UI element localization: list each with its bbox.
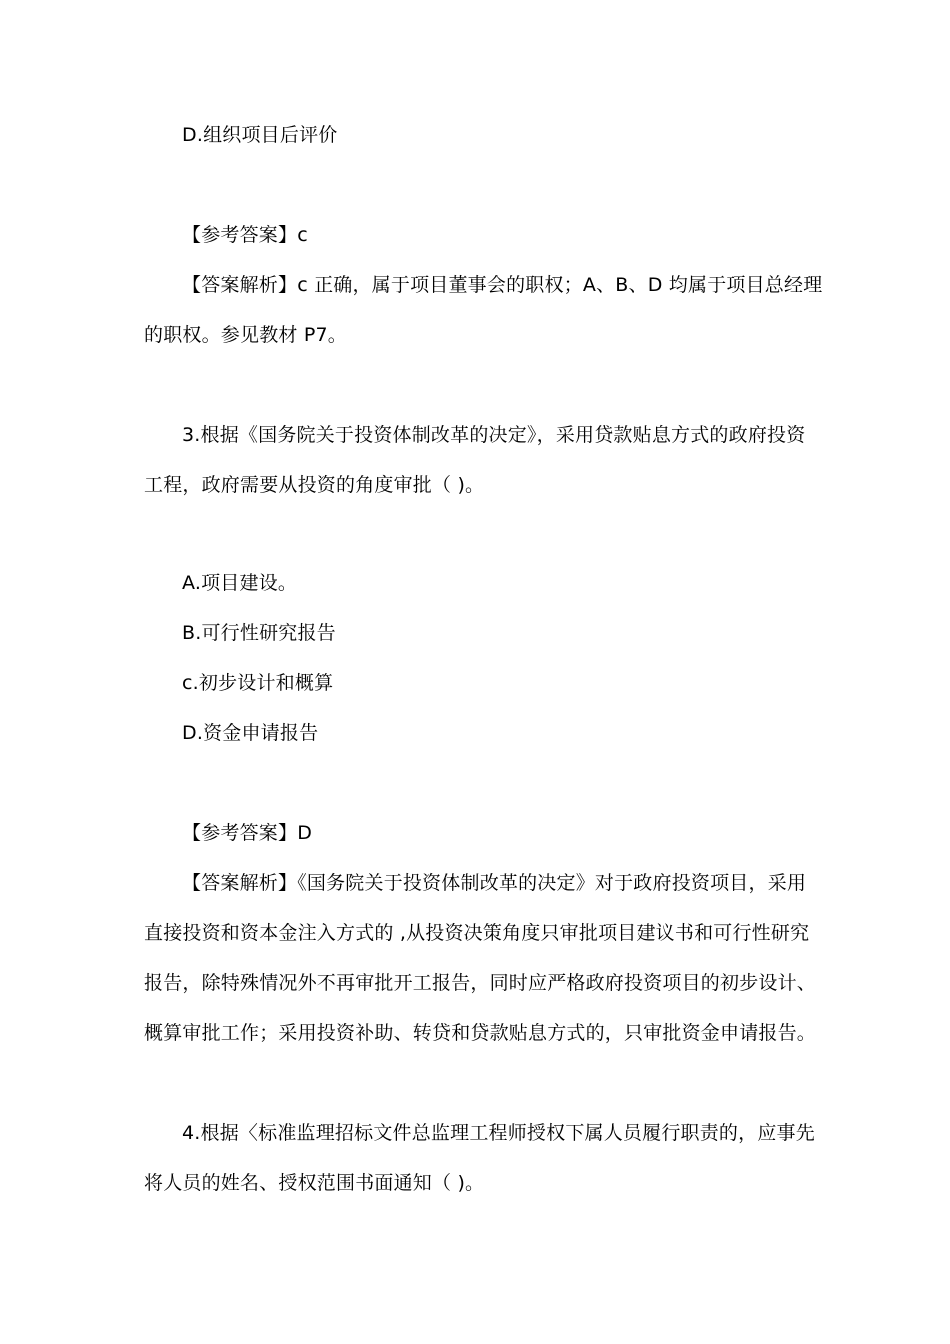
q3-option-d: D.资金申请报告 bbox=[182, 722, 319, 744]
q3-option-b: B.可行性研究报告 bbox=[182, 622, 336, 644]
q2-analysis-line-2: 的职权。参见教材 P7。 bbox=[144, 324, 347, 346]
q4-stem-line-2: 将人员的姓名、授权范围书面通知（ )。 bbox=[144, 1172, 485, 1194]
q3-option-a: A.项目建设。 bbox=[182, 572, 298, 594]
q3-analysis-line-1: 【答案解析】《国务院关于投资体制改革的决定》对于政府投资项目，采用 bbox=[182, 872, 807, 894]
q3-analysis-line-3: 报告，除特殊情况外不再审批开工报告，同时应严格政府投资项目的初步设计、 bbox=[144, 972, 817, 994]
q4-stem-line-1: 4.根据〈标准监理招标文件总监理工程师授权下属人员履行职责的，应事先 bbox=[182, 1122, 815, 1144]
q3-stem-line-2: 工程，政府需要从投资的角度审批（ )。 bbox=[144, 474, 485, 496]
q3-answer: 【参考答案】D bbox=[182, 822, 313, 844]
q3-analysis-line-2: 直接投资和资本金注入方式的 ,从投资决策角度只审批项目建议书和可行性研究 bbox=[144, 922, 810, 944]
q2-analysis-line-1: 【答案解析】c 正确，属于项目董事会的职权；A、B、D 均属于项目总经理 bbox=[182, 274, 823, 296]
q3-analysis-line-4: 概算审批工作；采用投资补助、转贷和贷款贴息方式的，只审批资金申请报告。 bbox=[144, 1022, 817, 1044]
q3-option-c: c.初步设计和概算 bbox=[182, 672, 334, 694]
q2-answer: 【参考答案】c bbox=[182, 224, 308, 246]
q2-option-d: D.组织项目后评价 bbox=[182, 124, 338, 146]
q3-stem-line-1: 3.根据《国务院关于投资体制改革的决定》，采用贷款贴息方式的政府投资 bbox=[182, 424, 806, 446]
